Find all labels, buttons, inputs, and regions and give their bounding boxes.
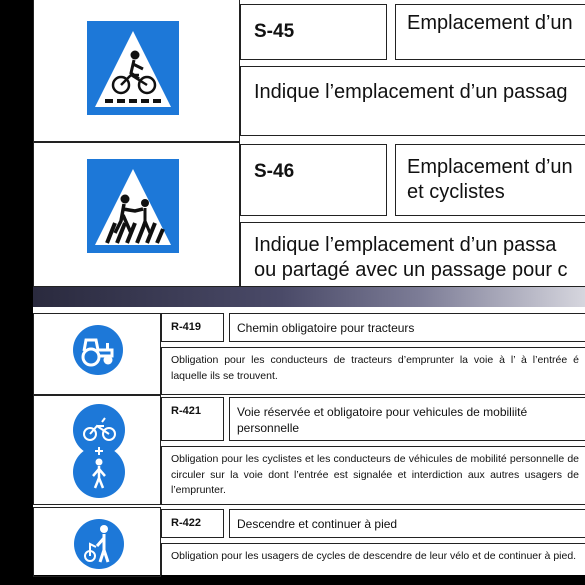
pedestrian-crossing-sign-icon bbox=[87, 159, 179, 253]
sign-description-r421: Obligation pour les cyclistes et les conducteurs de véhicules de mobilité personnelle de circuler sur la voie dont l’entrée est signalée et interdiction aux autres usagers de l’emprunter. bbox=[161, 446, 585, 505]
sign-title-r419: Chemin obligatoire pour tracteurs bbox=[229, 313, 585, 342]
bottom-sign-table bbox=[33, 307, 585, 575]
sign-title-s46-line1: Emplacement d’un bbox=[407, 156, 573, 178]
tractor-sign-icon bbox=[72, 324, 124, 376]
sign-code-r422: R-422 bbox=[161, 509, 224, 538]
sign-title-r421: Voie réservée et obligatoire pour vehicules de mobiliité personnelle bbox=[229, 397, 585, 441]
sign-code-s45: S-45 bbox=[240, 4, 387, 60]
sign-title-s46 bbox=[395, 144, 585, 216]
bicycle-plus-pedestrian-sign-icon bbox=[71, 404, 127, 498]
sign-title-r422: Descendre et continuer à pied bbox=[229, 509, 585, 538]
pedestrian-cyclist-crossing-sign-icon bbox=[87, 21, 179, 115]
walk-bicycle-sign-icon bbox=[73, 518, 125, 570]
sign-code-s46: S-46 bbox=[240, 144, 387, 216]
sign-code-r419: R-419 bbox=[161, 313, 224, 342]
sign-description-s46-line2: ou partagé avec un passage pour c bbox=[254, 259, 568, 281]
sign-description-r419: Obligation pour les conducteurs de tracteurs d’emprunter la voie à l’ à l’entrée é laquelle ils se trouvent. bbox=[161, 347, 585, 395]
top-sign-table bbox=[33, 0, 585, 287]
sign-description-s45: Indique l’emplacement d’un passag bbox=[240, 66, 585, 136]
sign-title-s46-line2: et cyclistes bbox=[407, 181, 505, 203]
photo-gap-band bbox=[33, 287, 585, 307]
sign-title-s45: Emplacement d’un bbox=[395, 4, 585, 60]
sign-code-r421: R-421 bbox=[161, 397, 224, 441]
sign-description-s46-line1: Indique l’emplacement d’un passa bbox=[254, 234, 557, 256]
sign-description-r422: Obligation pour les usagers de cycles de descendre de leur vélo et de continuer à pied. bbox=[161, 543, 585, 575]
sign-description-s46 bbox=[240, 222, 585, 287]
